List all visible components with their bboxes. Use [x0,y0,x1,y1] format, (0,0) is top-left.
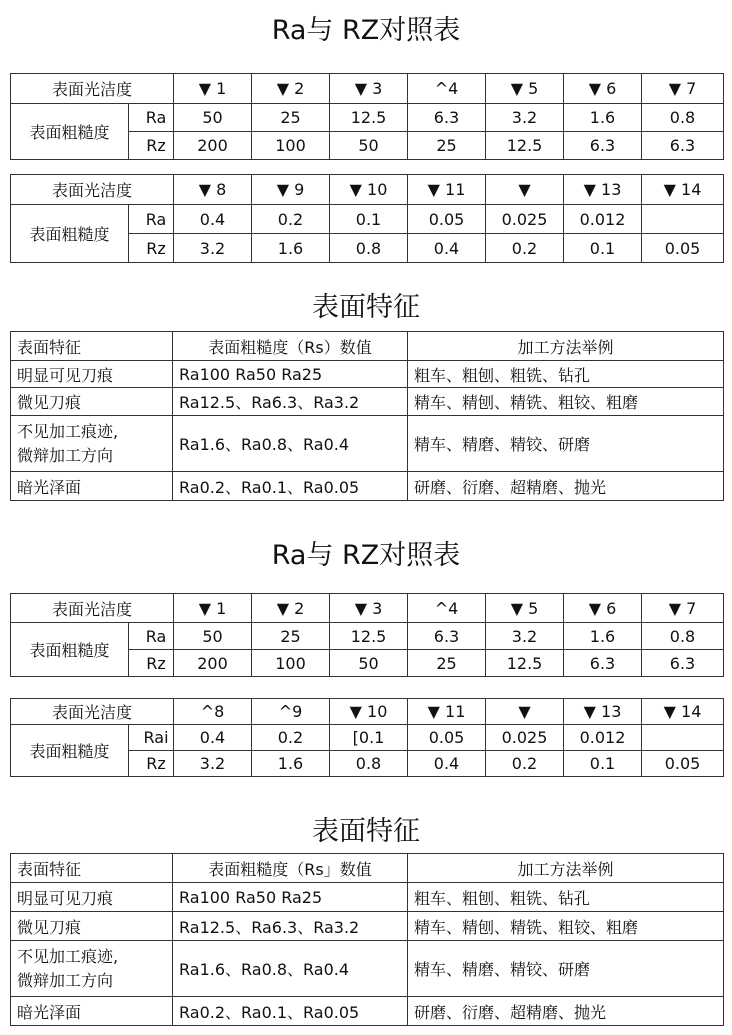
rz-cell: 25 [408,650,486,677]
method-cell: 精车、精刨、精铣、粗铰、粗磨 [408,388,724,416]
roughness-cell: Ra12.5、Ra6.3、Ra3.2 [173,388,408,416]
section2-feature-table [10,853,724,1026]
section1-table-a [10,73,724,160]
ra-cell: 25 [252,623,330,650]
roughness-header: 表面粗糙度（Rs」数值 [173,854,408,883]
finish-label: 表面光洁度 [11,175,174,205]
rz-cell: 25 [408,132,486,160]
grade-cell: ▼ 2 [252,74,330,104]
grade-cell: ▼ 6 [564,594,642,623]
feature-cell: 微见刀痕 [11,912,173,941]
ra-cell: [0.1 [330,725,408,751]
ra-cell: 3.2 [486,623,564,650]
section1-table-b [10,174,724,263]
grade-cell: ▼ 1 [174,74,252,104]
roughness-cell: Ra0.2、Ra0.1、Ra0.05 [173,997,408,1026]
rz-cell: 100 [252,132,330,160]
grade-cell: ▼ 11 [408,699,486,725]
method-cell: 粗车、粗刨、粗铣、钻孔 [408,361,724,388]
roughness-cell: Ra12.5、Ra6.3、Ra3.2 [173,912,408,941]
grade-cell: ^4 [408,74,486,104]
ra-label: Ra [129,104,174,132]
rz-cell: 3.2 [174,234,252,263]
roughness-cell: Ra1.6、Ra0.8、Ra0.4 [173,416,408,472]
rz-cell: 100 [252,650,330,677]
ra-cell: 0.012 [564,725,642,751]
ra-label: Rai [129,725,174,751]
rz-cell: 1.6 [252,751,330,777]
roughness-cell: Ra1.6、Ra0.8、Ra0.4 [173,941,408,997]
grade-cell: ▼ 9 [252,175,330,205]
feature-cell: 明显可见刀痕 [11,883,173,912]
ra-cell: 0.1 [330,205,408,234]
feature-header: 表面特征 [11,332,173,361]
finish-label: 表面光洁度 [11,699,174,725]
rz-cell: 50 [330,650,408,677]
grade-cell: ▼ 10 [330,175,408,205]
ra-cell: 0.8 [642,104,724,132]
rz-label: Rz [129,751,174,777]
ra-cell: 0.05 [408,205,486,234]
roughness-cell: Ra100 Ra50 Ra25 [173,883,408,912]
roughness-label: 表面粗糙度 [11,205,129,263]
rz-cell: 50 [330,132,408,160]
grade-cell: ^9 [252,699,330,725]
rz-cell: 12.5 [486,650,564,677]
grade-cell: ▼ 1 [174,594,252,623]
roughness-header: 表面粗糙度（Rs）数值 [173,332,408,361]
rz-cell: 0.2 [486,234,564,263]
ra-cell [642,725,724,751]
grade-cell: ▼ 5 [486,74,564,104]
roughness-label: 表面粗糙度 [11,725,129,777]
feature-cell: 暗光泽面 [11,997,173,1026]
feature-cell: 不见加工痕迹, 微辩加工方向 [11,941,173,997]
method-cell: 研磨、衍磨、超精磨、抛光 [408,472,724,501]
grade-cell: ▼ 6 [564,74,642,104]
grade-cell: ^4 [408,594,486,623]
rz-label: Rz [129,650,174,677]
rz-cell: 0.1 [564,234,642,263]
section1-feature-title: 表面特征 [312,292,420,323]
rz-label: Rz [129,132,174,160]
section1-feature-table [10,331,724,501]
ra-cell: 0.4 [174,725,252,751]
grade-cell: ▼ 14 [642,175,724,205]
feature-cell: 不见加工痕迹, 微辩加工方向 [11,416,173,472]
grade-cell: ▼ 10 [330,699,408,725]
ra-cell: 25 [252,104,330,132]
ra-cell: 3.2 [486,104,564,132]
feature-cell: 明显可见刀痕 [11,361,173,388]
grade-cell: ▼ 3 [330,594,408,623]
grade-cell: ▼ [486,699,564,725]
ra-cell: 50 [174,104,252,132]
ra-cell: 0.2 [252,205,330,234]
rz-cell: 200 [174,132,252,160]
grade-cell: ▼ 11 [408,175,486,205]
rz-cell: 1.6 [252,234,330,263]
ra-cell [642,205,724,234]
rz-cell: 200 [174,650,252,677]
rz-cell: 0.4 [408,751,486,777]
grade-cell: ▼ 2 [252,594,330,623]
rz-cell: 6.3 [564,132,642,160]
grade-cell: ▼ 13 [564,699,642,725]
grade-cell: ▼ 7 [642,74,724,104]
method-header: 加工方法举例 [408,854,724,883]
method-cell: 粗车、粗刨、粗铣、钻孔 [408,883,724,912]
ra-cell: 6.3 [408,623,486,650]
grade-cell: ▼ [486,175,564,205]
ra-cell: 1.6 [564,104,642,132]
rz-cell: 0.05 [642,234,724,263]
rz-cell: 0.8 [330,234,408,263]
grade-cell: ▼ 5 [486,594,564,623]
section2-table-a [10,593,724,677]
section1-title: Ra与 RZ对照表 [271,15,461,46]
grade-cell: ▼ 8 [174,175,252,205]
roughness-label: 表面粗糙度 [11,104,129,160]
ra-cell: 12.5 [330,104,408,132]
ra-cell: 12.5 [330,623,408,650]
ra-cell: 0.2 [252,725,330,751]
roughness-cell: Ra0.2、Ra0.1、Ra0.05 [173,472,408,501]
rz-cell: 0.8 [330,751,408,777]
rz-cell: 0.4 [408,234,486,263]
rz-cell: 0.05 [642,751,724,777]
roughness-label: 表面粗糙度 [11,623,129,677]
feature-cell: 暗光泽面 [11,472,173,501]
roughness-cell: Ra100 Ra50 Ra25 [173,361,408,388]
ra-cell: 50 [174,623,252,650]
section2-feature-title: 表面特征 [312,816,420,847]
method-header: 加工方法举例 [408,332,724,361]
method-cell: 精车、精刨、精铣、粗铰、粗磨 [408,912,724,941]
section2-title: Ra与 RZ对照表 [271,540,461,571]
method-cell: 精车、精磨、精铰、研磨 [408,941,724,997]
ra-label: Ra [129,623,174,650]
grade-cell: ^8 [174,699,252,725]
grade-cell: ▼ 13 [564,175,642,205]
finish-label: 表面光洁度 [11,594,174,623]
rz-cell: 0.2 [486,751,564,777]
ra-cell: 0.4 [174,205,252,234]
ra-cell: 6.3 [408,104,486,132]
ra-cell: 0.025 [486,725,564,751]
feature-cell: 微见刀痕 [11,388,173,416]
ra-cell: 0.05 [408,725,486,751]
grade-cell: ▼ 14 [642,699,724,725]
rz-cell: 12.5 [486,132,564,160]
grade-cell: ▼ 7 [642,594,724,623]
rz-cell: 0.1 [564,751,642,777]
ra-cell: 1.6 [564,623,642,650]
rz-label: Rz [129,234,174,263]
ra-label: Ra [129,205,174,234]
rz-cell: 6.3 [642,650,724,677]
grade-cell: ▼ 3 [330,74,408,104]
rz-cell: 6.3 [642,132,724,160]
ra-cell: 0.012 [564,205,642,234]
rz-cell: 6.3 [564,650,642,677]
section2-table-b [10,698,724,777]
ra-cell: 0.025 [486,205,564,234]
finish-label: 表面光洁度 [11,74,174,104]
feature-header: 表面特征 [11,854,173,883]
ra-cell: 0.8 [642,623,724,650]
method-cell: 研磨、衍磨、超精磨、抛光 [408,997,724,1026]
rz-cell: 3.2 [174,751,252,777]
method-cell: 精车、精磨、精铰、研磨 [408,416,724,472]
